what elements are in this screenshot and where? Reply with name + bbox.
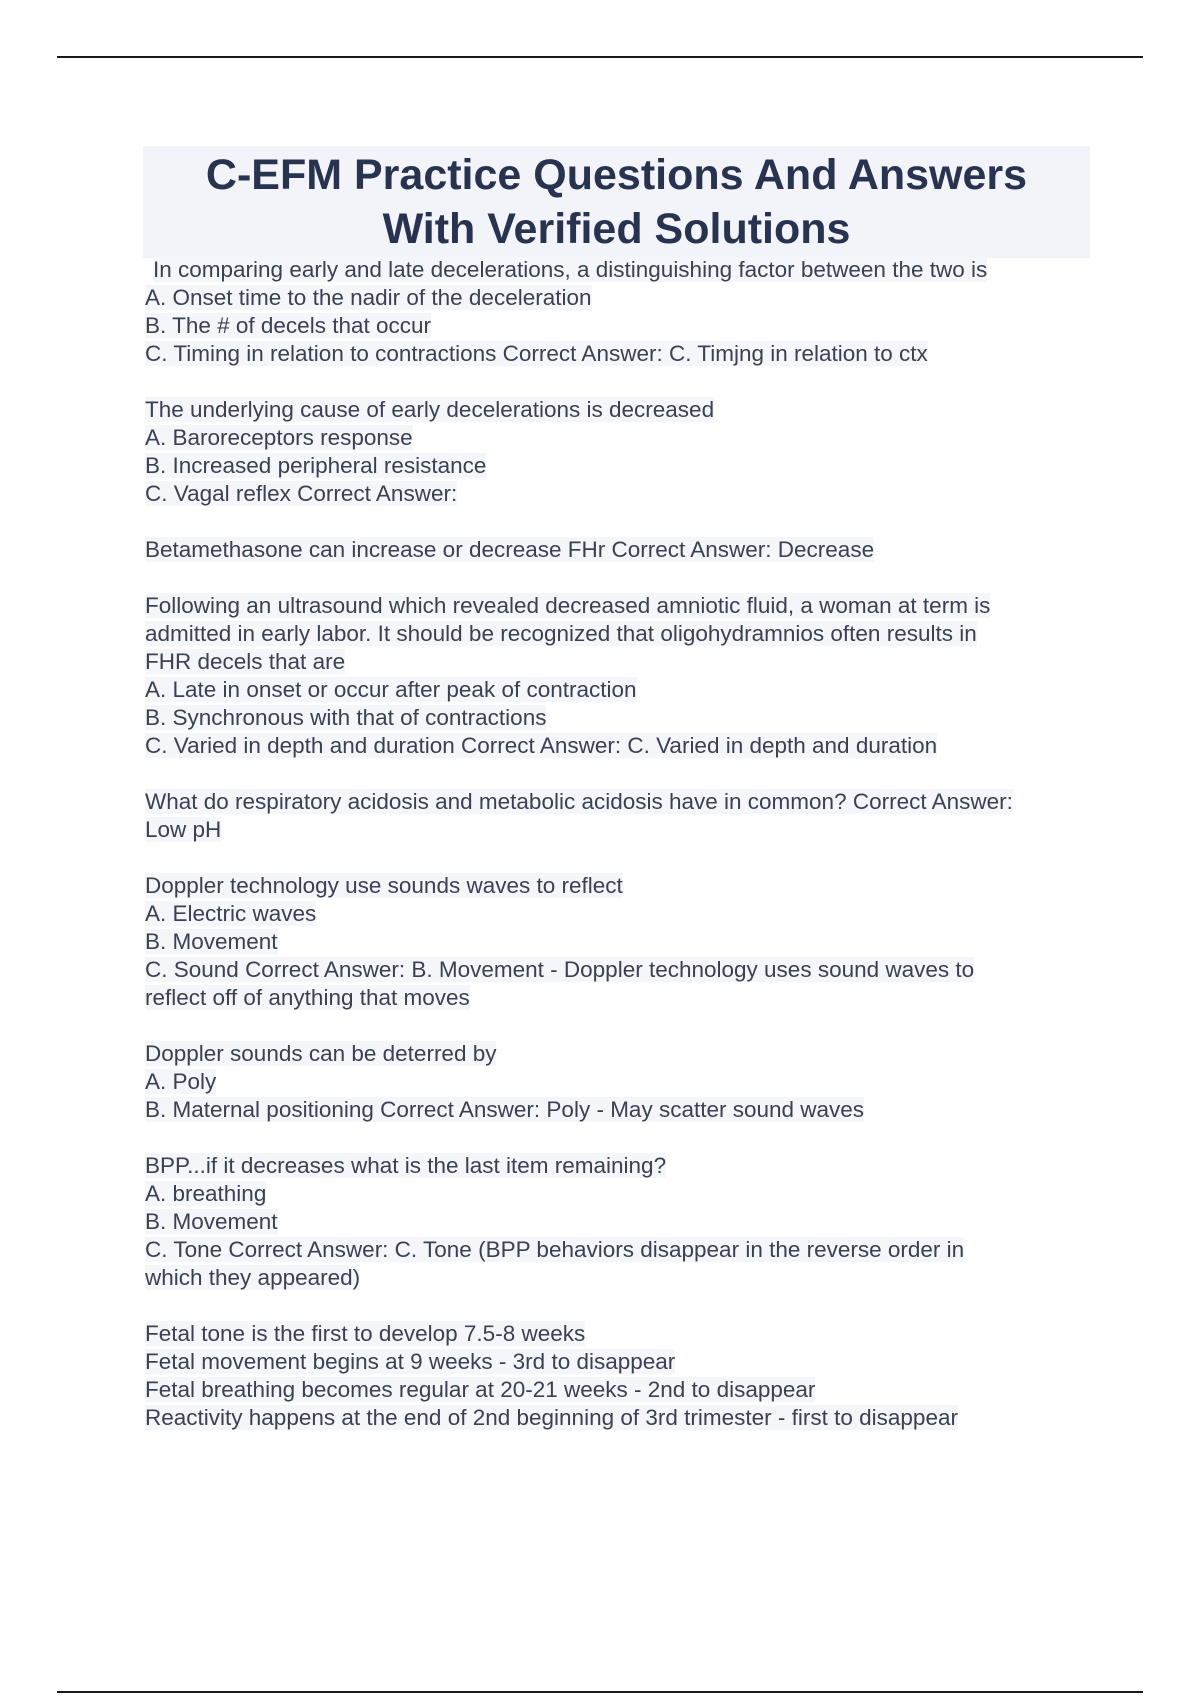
text-line — [145, 1068, 1090, 1096]
text-line-content: A. Late in onset or occur after peak of contraction — [145, 677, 637, 702]
text-line-content: C. Vagal reflex Correct Answer: — [145, 481, 458, 506]
text-line-content: Fetal tone is the first to develop 7.5-8 weeks — [145, 1321, 586, 1346]
text-line-content: C. Sound Correct Answer: B. Movement - Doppler technology uses sound waves to — [145, 957, 975, 982]
text-line — [145, 676, 1090, 704]
text-line-content: Doppler sounds can be deterred by — [145, 1041, 497, 1066]
qa-block — [145, 592, 1090, 760]
text-line — [145, 1096, 1090, 1124]
text-line — [145, 816, 1090, 844]
qa-block — [145, 872, 1090, 1012]
text-line — [145, 984, 1090, 1012]
text-line — [145, 732, 1090, 760]
text-line-content: B. Maternal positioning Correct Answer: Poly - May scatter sound waves — [145, 1097, 865, 1122]
text-line-content: BPP...if it decreases what is the last item remaining? — [145, 1153, 667, 1178]
text-line-content: B. The # of decels that occur — [145, 313, 431, 338]
text-line — [145, 928, 1090, 956]
header-rule — [57, 56, 1143, 58]
qa-block — [145, 256, 1090, 368]
text-line — [145, 1404, 1090, 1432]
text-line — [145, 340, 1090, 368]
text-line-content: The underlying cause of early decelerations is decreased — [145, 397, 715, 422]
text-line-content: B. Movement — [145, 929, 278, 954]
text-line-content: A. Electric waves — [145, 901, 317, 926]
text-line-content: What do respiratory acidosis and metabolic acidosis have in common? Correct Answer: — [145, 789, 1013, 814]
text-line-content: FHR decels that are — [145, 649, 346, 674]
text-line — [145, 648, 1090, 676]
text-line — [145, 956, 1090, 984]
text-line-content: B. Increased peripheral resistance — [145, 453, 487, 478]
text-line-content: A. Onset time to the nadir of the deceleration — [145, 285, 592, 310]
text-line — [145, 396, 1090, 424]
text-line — [145, 1208, 1090, 1236]
text-line — [145, 312, 1090, 340]
text-line — [145, 536, 1090, 564]
text-line — [145, 1264, 1090, 1292]
text-line — [145, 1236, 1090, 1264]
text-line-content: C. Tone Correct Answer: C. Tone (BPP behaviors disappear in the reverse order in — [145, 1237, 965, 1262]
text-line — [145, 452, 1090, 480]
text-line-content: B. Synchronous with that of contractions — [145, 705, 547, 730]
text-line — [145, 900, 1090, 928]
text-line-content: In comparing early and late decelerations, a distinguishing factor between the two is — [153, 257, 988, 282]
text-line — [145, 1348, 1090, 1376]
text-line-content: Betamethasone can increase or decrease FHr Correct Answer: Decrease — [145, 537, 875, 562]
text-line — [145, 1152, 1090, 1180]
text-line-content: Following an ultrasound which revealed decreased amniotic fluid, a woman at term is — [145, 593, 991, 618]
document-body — [145, 256, 1090, 1460]
qa-block — [145, 1152, 1090, 1292]
title-line-2: With Verified Solutions — [382, 205, 851, 253]
document-title — [143, 146, 1090, 258]
text-line — [145, 620, 1090, 648]
text-line-content: admitted in early labor. It should be recognized that oligohydramnios often results in — [145, 621, 977, 646]
text-line — [145, 1040, 1090, 1068]
text-line — [145, 256, 1090, 284]
text-line-content: Low pH — [145, 817, 222, 842]
text-line — [145, 872, 1090, 900]
text-line-content: reflect off of anything that moves — [145, 985, 470, 1010]
text-line — [145, 480, 1090, 508]
text-line — [145, 704, 1090, 732]
text-line-content: Reactivity happens at the end of 2nd beginning of 3rd trimester - first to disappear — [145, 1405, 958, 1430]
qa-block — [145, 396, 1090, 508]
text-line — [145, 592, 1090, 620]
text-line — [145, 1180, 1090, 1208]
text-line-content: Fetal breathing becomes regular at 20-21 weeks - 2nd to disappear — [145, 1377, 816, 1402]
text-line-content: C. Timing in relation to contractions Correct Answer: C. Timjng in relation to ctx — [145, 341, 928, 366]
title-line-1: C-EFM Practice Questions And Answers — [205, 151, 1028, 199]
qa-block — [145, 1320, 1090, 1432]
text-line-content: Fetal movement begins at 9 weeks - 3rd to disappear — [145, 1349, 676, 1374]
text-line — [145, 1376, 1090, 1404]
text-line — [145, 1320, 1090, 1348]
text-line — [145, 284, 1090, 312]
text-line-content: which they appeared) — [145, 1265, 361, 1290]
text-line — [145, 424, 1090, 452]
text-line-content: A. Baroreceptors response — [145, 425, 413, 450]
qa-block — [145, 1040, 1090, 1124]
qa-block — [145, 536, 1090, 564]
qa-block — [145, 788, 1090, 844]
text-line-content: A. Poly — [145, 1069, 217, 1094]
footer-rule — [57, 1691, 1143, 1693]
text-line-content: Doppler technology use sounds waves to reflect — [145, 873, 623, 898]
text-line — [145, 788, 1090, 816]
text-line-content: A. breathing — [145, 1181, 267, 1206]
text-line-content: B. Movement — [145, 1209, 278, 1234]
text-line-content: C. Varied in depth and duration Correct Answer: C. Varied in depth and duration — [145, 733, 938, 758]
